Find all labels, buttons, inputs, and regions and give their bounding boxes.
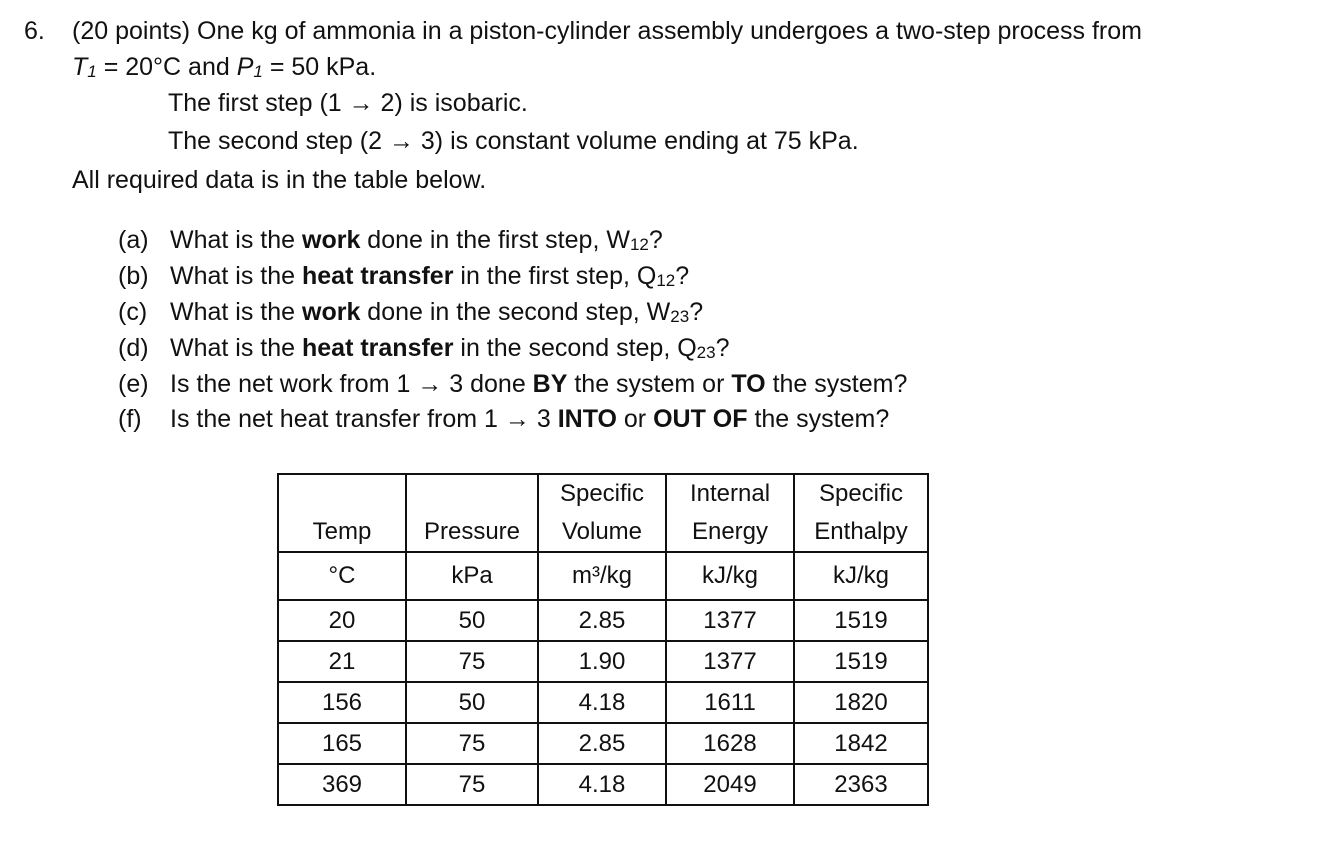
header-cell (406, 474, 538, 513)
header-cell: Energy (666, 513, 794, 552)
data-note: All required data is in the table below. (72, 166, 487, 194)
header-cell: Specific (538, 474, 666, 513)
header-row-top (278, 474, 928, 513)
table-cell: 20 (278, 600, 406, 641)
question-text: What is the (170, 334, 302, 362)
t1-value: = 20°C and (96, 53, 237, 81)
question-subscript: 23 (670, 307, 690, 327)
question-bold: work (302, 226, 361, 254)
question-text: What is the (170, 226, 302, 254)
question-text: the system? (747, 405, 890, 433)
table-row (278, 641, 928, 682)
table-cell: 1377 (666, 641, 794, 682)
question-label: (d) (118, 334, 149, 362)
question-label: (f) (118, 405, 142, 433)
question-bold: BY (532, 370, 568, 398)
question-text: the system or (567, 370, 732, 398)
unit-cell: kJ/kg (794, 552, 928, 600)
unit-cell: m³/kg (538, 552, 666, 600)
problem-number: 6. (24, 17, 45, 45)
header-row-bottom (278, 513, 928, 552)
header-cell: Volume (538, 513, 666, 552)
table-cell: 1.90 (538, 641, 666, 682)
table-cell: 50 (406, 682, 538, 723)
p1-symbol: P (236, 53, 254, 81)
step-two-text: The second step (2 → 3) is constant volume ending at 75 kPa. (168, 127, 859, 155)
question-text: or (616, 405, 654, 433)
header-cell: Pressure (406, 513, 538, 552)
table-row (278, 600, 928, 641)
problem-intro: (20 points) One kg of ammonia in a piston-cylinder assembly undergoes a two-step process from (72, 17, 1142, 45)
question-b (118, 261, 689, 291)
header-cell: Enthalpy (794, 513, 928, 552)
table-cell: 4.18 (538, 764, 666, 805)
question-bold: OUT OF (653, 405, 748, 433)
table-cell: 75 (406, 641, 538, 682)
table-row (278, 723, 928, 764)
header-cell: Temp (278, 513, 406, 552)
question-text: in the second step, Q (453, 334, 697, 362)
header-cell: Specific (794, 474, 928, 513)
question-d (118, 333, 729, 363)
question-text: ? (648, 226, 663, 254)
header-cell: Internal (666, 474, 794, 513)
table-cell: 2363 (794, 764, 928, 805)
question-bold: TO (731, 370, 766, 398)
table-cell: 2.85 (538, 723, 666, 764)
question-text: ? (715, 334, 730, 362)
question-subscript: 23 (696, 343, 716, 363)
table-row (278, 764, 928, 805)
question-f (118, 404, 889, 434)
p1-value: = 50 kPa. (262, 53, 377, 81)
step-one-text: The first step (1 → 2) is isobaric. (168, 89, 528, 117)
initial-conditions (72, 52, 376, 82)
p1-subscript: 1 (253, 62, 263, 82)
units-row (278, 552, 928, 600)
unit-cell: °C (278, 552, 406, 600)
question-subscript: 12 (656, 271, 676, 291)
question-a (118, 225, 663, 255)
question-text: in the first step, Q (453, 262, 657, 290)
table-cell: 165 (278, 723, 406, 764)
table-cell: 1842 (794, 723, 928, 764)
question-label: (b) (118, 262, 149, 290)
table-cell: 75 (406, 764, 538, 805)
table-cell: 2.85 (538, 600, 666, 641)
table-row (278, 682, 928, 723)
question-subscript: 12 (629, 235, 649, 255)
property-table (277, 473, 929, 806)
unit-cell: kPa (406, 552, 538, 600)
question-text: done in the second step, W (360, 298, 671, 326)
table-cell: 50 (406, 600, 538, 641)
header-cell (278, 474, 406, 513)
table-cell: 1519 (794, 600, 928, 641)
table-cell: 1820 (794, 682, 928, 723)
table-cell: 1611 (666, 682, 794, 723)
question-c (118, 297, 703, 327)
question-e (118, 369, 907, 399)
question-text: What is the (170, 262, 302, 290)
table-cell: 2049 (666, 764, 794, 805)
t1-subscript: 1 (87, 62, 97, 82)
table-cell: 369 (278, 764, 406, 805)
table-cell: 21 (278, 641, 406, 682)
question-text: the system? (765, 370, 908, 398)
table-cell: 1519 (794, 641, 928, 682)
question-bold: heat transfer (302, 334, 454, 362)
table-cell: 1628 (666, 723, 794, 764)
question-label: (e) (118, 370, 149, 398)
table-cell: 1377 (666, 600, 794, 641)
question-label: (a) (118, 226, 149, 254)
question-bold: work (302, 298, 361, 326)
table-cell: 75 (406, 723, 538, 764)
table-cell: 156 (278, 682, 406, 723)
question-bold: heat transfer (302, 262, 454, 290)
question-label: (c) (118, 298, 148, 326)
question-text: What is the (170, 298, 302, 326)
question-text: done in the first step, W (360, 226, 630, 254)
t1-symbol: T (72, 53, 88, 81)
table-cell: 4.18 (538, 682, 666, 723)
question-text: Is the net work from 1 → 3 done (170, 370, 533, 398)
question-text: Is the net heat transfer from 1 → 3 (170, 405, 558, 433)
question-text: ? (689, 298, 704, 326)
question-bold: INTO (557, 405, 617, 433)
unit-cell: kJ/kg (666, 552, 794, 600)
question-text: ? (675, 262, 690, 290)
